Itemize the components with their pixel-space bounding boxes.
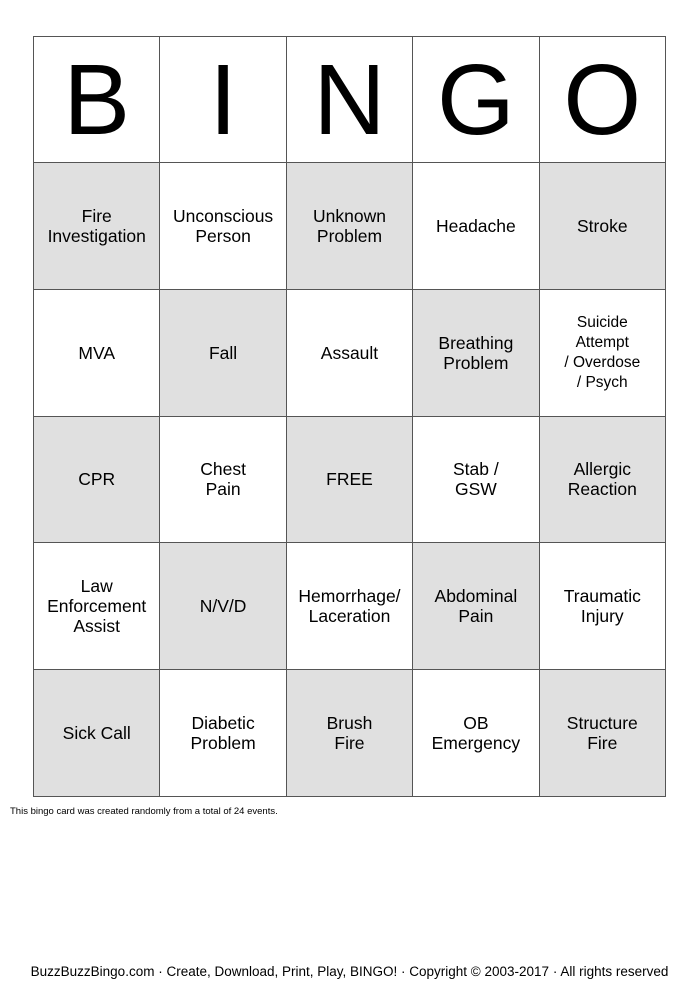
bingo-cell: MVA bbox=[34, 289, 160, 416]
bingo-cell: CPR bbox=[34, 416, 160, 543]
bingo-row bbox=[34, 289, 666, 416]
bingo-cell: Unconscious Person bbox=[160, 163, 286, 290]
header-letter-o: O bbox=[539, 37, 665, 163]
bingo-cell: Chest Pain bbox=[160, 416, 286, 543]
header-letter-b: B bbox=[34, 37, 160, 163]
header-letter-n: N bbox=[286, 37, 412, 163]
bingo-cell: Fire Investigation bbox=[34, 163, 160, 290]
bingo-cell: Diabetic Problem bbox=[160, 670, 286, 797]
bingo-cell: Stab / GSW bbox=[413, 416, 539, 543]
bingo-cell: Law Enforcement Assist bbox=[34, 543, 160, 670]
bingo-cell: Hemorrhage/ Laceration bbox=[286, 543, 412, 670]
bingo-cell: Allergic Reaction bbox=[539, 416, 665, 543]
bingo-header-row bbox=[34, 37, 666, 163]
bingo-cell: Breathing Problem bbox=[413, 289, 539, 416]
bingo-cell: Fall bbox=[160, 289, 286, 416]
bingo-cell: Abdominal Pain bbox=[413, 543, 539, 670]
bingo-cell: Suicide Attempt / Overdose / Psych bbox=[539, 289, 665, 416]
bingo-cell: Stroke bbox=[539, 163, 665, 290]
bingo-row bbox=[34, 416, 666, 543]
header-letter-g: G bbox=[413, 37, 539, 163]
bingo-cell: Structure Fire bbox=[539, 670, 665, 797]
bingo-cell: Traumatic Injury bbox=[539, 543, 665, 670]
bingo-cell: OB Emergency bbox=[413, 670, 539, 797]
bingo-cell: Brush Fire bbox=[286, 670, 412, 797]
bingo-row bbox=[34, 670, 666, 797]
header-letter-i: I bbox=[160, 37, 286, 163]
card-note: This bingo card was created randomly from a total of 24 events. bbox=[10, 806, 278, 817]
bingo-cell: Sick Call bbox=[34, 670, 160, 797]
bingo-row bbox=[34, 543, 666, 670]
bingo-cell: Assault bbox=[286, 289, 412, 416]
bingo-row bbox=[34, 163, 666, 290]
bingo-cell: FREE bbox=[286, 416, 412, 543]
bingo-cell: Headache bbox=[413, 163, 539, 290]
bingo-cell: N/V/D bbox=[160, 543, 286, 670]
page-footer: BuzzBuzzBingo.com · Create, Download, Print, Play, BINGO! · Copyright © 2003-2017 · All rights reserved bbox=[30, 964, 669, 979]
bingo-card bbox=[33, 36, 666, 797]
bingo-cell: Unknown Problem bbox=[286, 163, 412, 290]
